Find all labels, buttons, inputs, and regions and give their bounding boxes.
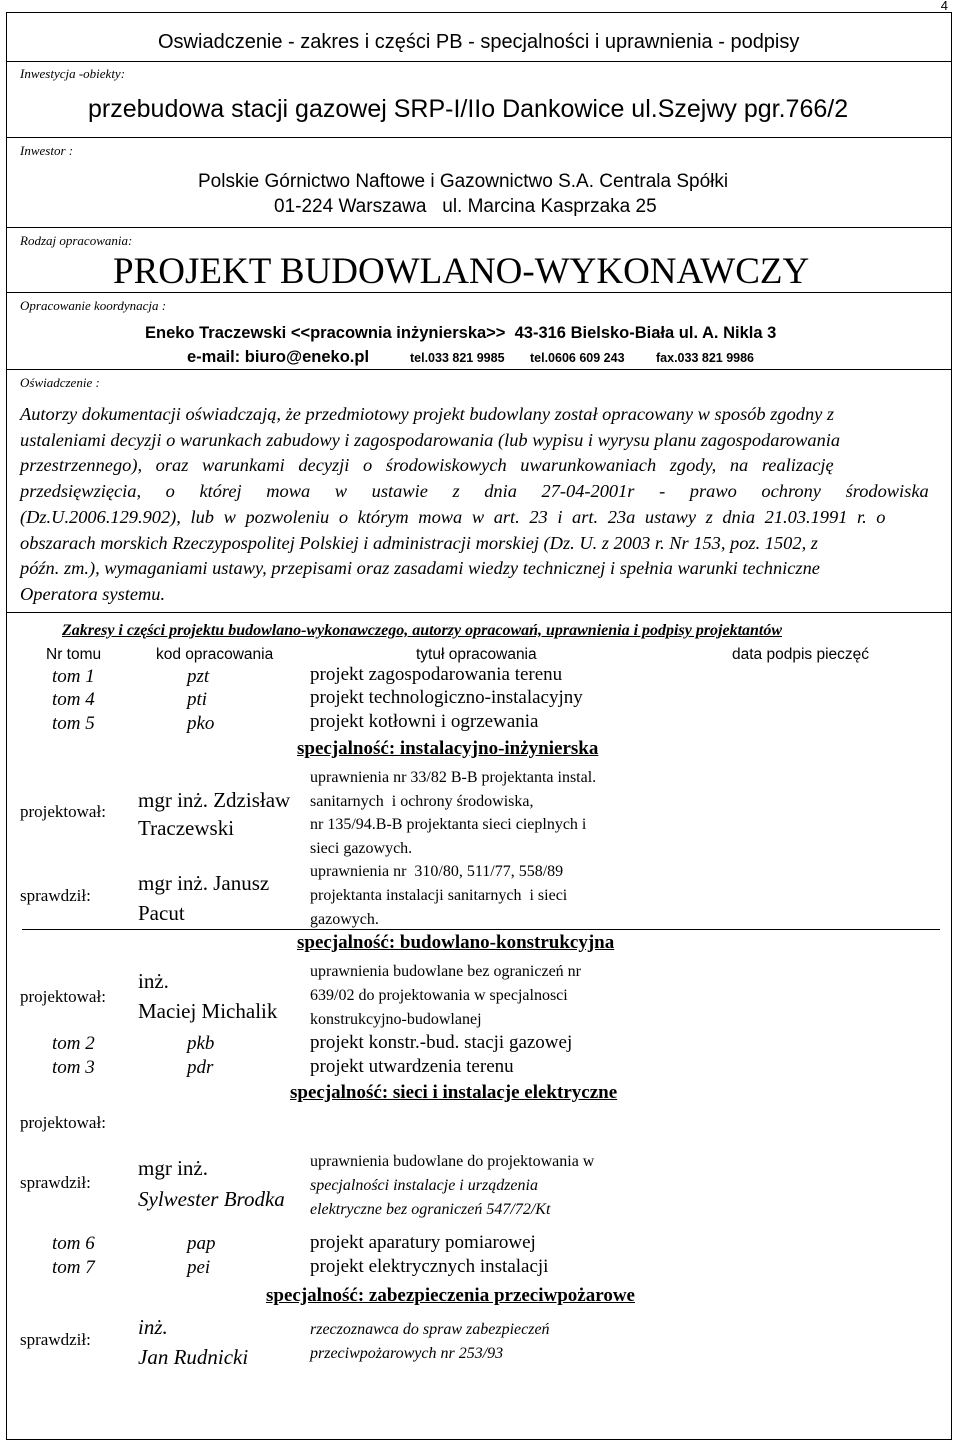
rights-line: uprawnienia budowlane bez ograniczeń nr bbox=[310, 963, 581, 980]
volume-number: tom 2 bbox=[52, 1033, 95, 1054]
person-name-line: Traczewski bbox=[138, 816, 235, 840]
rights-text bbox=[310, 860, 567, 932]
column-title: tytuł opracowania bbox=[416, 646, 537, 663]
statement-line: obszarach morskich Rzeczypospolitej Polskiej i administracji morskiej (Dz. U. z 2003 r. Nr 153, poz. 1502, z bbox=[20, 532, 818, 553]
coordination-tel-2: tel.0606 609 243 bbox=[530, 351, 625, 365]
specialty-heading: specjalność: instalacyjno-inżynierska bbox=[297, 738, 599, 759]
person-name-line: mgr inż. Janusz bbox=[138, 871, 270, 895]
column-nr: Nr tomu bbox=[46, 646, 102, 663]
coordination-label: Opracowanie koordynacja : bbox=[20, 298, 167, 313]
volume-number: tom 6 bbox=[52, 1233, 95, 1254]
person-name bbox=[138, 1312, 248, 1372]
divider bbox=[22, 929, 940, 930]
volume-code: pap bbox=[187, 1233, 216, 1254]
investor-line-1: Polskie Górnictwo Naftowe i Gazownictwo S.A. Centrala Spółki bbox=[198, 171, 729, 192]
document-title: Oswiadczenie - zakres i części PB - specjalności i uprawnienia - podpisy bbox=[158, 31, 800, 53]
volume-number: tom 1 bbox=[52, 666, 95, 687]
person-name-line: inż. bbox=[138, 969, 169, 993]
role-designed: projektował: bbox=[20, 802, 106, 821]
rights-line: nr 135/94.B-B projektanta sieci cieplnych i bbox=[310, 816, 587, 833]
statement-line: (Dz.U.2006.129.902), lub w pozwoleniu o którym mowa w art. 23 i art. 23a ustawy z dnia 21.03.1991 r. o bbox=[20, 506, 886, 527]
volume-number: tom 5 bbox=[52, 713, 95, 734]
coordination-line-1: Eneko Traczewski <<pracownia inżynierska>> 43-316 Bielsko-Biała ul. A. Nikla 3 bbox=[145, 324, 777, 342]
role-designed: projektował: bbox=[20, 1113, 106, 1132]
rights-line: sieci gazowych. bbox=[310, 839, 413, 857]
table-title: Zakresy i części projektu budowlano-wykonawczego, autorzy opracowań, uprawnienia i podpisy projektantów bbox=[62, 622, 783, 639]
investment-text: przebudowa stacji gazowej SRP-I/IIo Dankowice ul.Szejwy pgr.766/2 bbox=[88, 95, 849, 123]
volume-title: projekt utwardzenia terenu bbox=[310, 1056, 514, 1077]
rights-line: konstrukcyjno-budowlanej bbox=[310, 1011, 482, 1028]
person-name bbox=[138, 1153, 285, 1215]
rights-text bbox=[310, 960, 581, 1032]
person-name-line: Maciej Michalik bbox=[138, 999, 278, 1023]
divider bbox=[6, 369, 952, 370]
person-name-line: mgr inż. bbox=[138, 1156, 208, 1180]
investment-label: Inwestycja -obiekty: bbox=[20, 66, 126, 81]
rights-text bbox=[310, 766, 596, 860]
role-checked: sprawdził: bbox=[20, 1330, 91, 1349]
rights-line: uprawnienia nr 33/82 B-B projektanta instal. bbox=[310, 769, 597, 786]
volume-number: tom 3 bbox=[52, 1057, 95, 1078]
volume-title: projekt technologiczno-instalacyjny bbox=[310, 687, 583, 708]
rights-line: projektanta instalacji sanitarnych i sieci bbox=[310, 887, 568, 904]
volume-code: pti bbox=[187, 689, 208, 710]
rights-text bbox=[310, 1318, 550, 1366]
project-kind: PROJEKT BUDOWLANO-WYKONAWCZY bbox=[113, 251, 810, 292]
rights-line: 639/02 do projektowania w specjalnosci bbox=[310, 987, 568, 1004]
specialty-heading: specjalność: zabezpieczenia przeciwpożarowe bbox=[266, 1285, 635, 1306]
rights-line: uprawnienia budowlane do projektowania w bbox=[310, 1153, 595, 1170]
person-name bbox=[138, 786, 290, 842]
investor-label: Inwestor : bbox=[20, 143, 74, 158]
statement-line: Autorzy dokumentacji oświadczają, że przedmiotowy projekt budowlany został opracowany w sposób zgodny z bbox=[20, 404, 835, 424]
person-name-line: inż. bbox=[138, 1315, 168, 1339]
person-name bbox=[138, 868, 269, 928]
column-code: kod opracowania bbox=[156, 646, 274, 663]
specialty-heading: specjalność: sieci i instalacje elektryczne bbox=[290, 1082, 618, 1103]
coordination-tel-1: tel.033 821 9985 bbox=[410, 351, 505, 365]
rights-line: elektryczne bez ograniczeń 547/72/Kt bbox=[310, 1201, 551, 1218]
rights-line: specjalności instalacje i urządzenia bbox=[310, 1177, 538, 1194]
volume-code: pdr bbox=[187, 1057, 214, 1078]
statement-line: przestrzennego), oraz warunkami decyzji o środowiskowych uwarunkowaniach zgody, na realizację bbox=[20, 455, 834, 476]
statement-line: przedsięwzięcia, o której mowa w ustawie z dnia 27-04-2001r - prawo ochrony środowiska bbox=[20, 481, 929, 502]
column-sign: data podpis pieczęć bbox=[732, 646, 870, 663]
rights-line: sanitarnych i ochrony środowiska, bbox=[310, 792, 534, 810]
role-checked: sprawdził: bbox=[20, 886, 91, 905]
page-number: 4 bbox=[940, 0, 948, 13]
statement-paragraph bbox=[20, 402, 942, 608]
project-kind-label: Rodzaj opracowania: bbox=[20, 233, 133, 248]
coordination-email: e-mail: biuro@eneko.pl bbox=[187, 348, 370, 366]
statement-line: Operatora systemu. bbox=[20, 583, 166, 604]
rights-line: przeciwpożarowych nr 253/93 bbox=[310, 1345, 504, 1362]
divider bbox=[6, 137, 952, 138]
specialty-heading: specjalność: budowlano-konstrukcyjna bbox=[297, 932, 615, 953]
volume-number: tom 4 bbox=[52, 689, 95, 710]
volume-title: projekt aparatury pomiarowej bbox=[310, 1232, 536, 1253]
role-checked: sprawdził: bbox=[20, 1173, 91, 1192]
divider bbox=[6, 227, 952, 228]
volume-title: projekt zagospodarowania terenu bbox=[310, 664, 563, 685]
rights-line: gazowych. bbox=[310, 911, 379, 928]
volume-code: pzt bbox=[187, 666, 210, 687]
person-name bbox=[138, 966, 277, 1026]
person-name-line: Jan Rudnicki bbox=[138, 1345, 249, 1369]
rights-line: uprawnienia nr 310/80, 511/77, 558/89 bbox=[310, 863, 564, 880]
statement-line: ustaleniami decyzji o warunkach zabudowy i zagospodarowania (lub wypisu i wyrysu planu zagospodarowania bbox=[20, 429, 841, 450]
volume-number: tom 7 bbox=[52, 1257, 95, 1278]
volume-code: pko bbox=[187, 713, 215, 734]
statement-line: późn. zm.), wymaganiami ustawy, przepisami oraz zasadami wiedzy technicznej i spełnia warunki techniczne bbox=[20, 558, 820, 579]
divider bbox=[6, 292, 952, 293]
volume-title: projekt elektrycznych instalacji bbox=[310, 1256, 549, 1277]
investor-line-2: 01-224 Warszawa ul. Marcina Kasprzaka 25 bbox=[274, 196, 657, 217]
coordination-fax: fax.033 821 9986 bbox=[656, 351, 755, 365]
statement-label: Oświadczenie : bbox=[20, 375, 100, 390]
rights-line: rzeczoznawca do spraw zabezpieczeń bbox=[310, 1321, 550, 1338]
divider bbox=[6, 612, 952, 613]
person-name-line: Sylwester Brodka bbox=[138, 1187, 285, 1211]
person-name-line: mgr inż. Zdzisław bbox=[138, 788, 291, 812]
person-name-line: Pacut bbox=[138, 901, 185, 925]
volume-code: pkb bbox=[187, 1033, 215, 1054]
role-designed: projektował: bbox=[20, 987, 106, 1006]
volume-code: pei bbox=[187, 1257, 211, 1278]
divider bbox=[6, 61, 952, 62]
volume-title: projekt konstr.-bud. stacji gazowej bbox=[310, 1032, 573, 1053]
rights-text bbox=[310, 1150, 594, 1222]
volume-title: projekt kotłowni i ogrzewania bbox=[310, 711, 539, 732]
